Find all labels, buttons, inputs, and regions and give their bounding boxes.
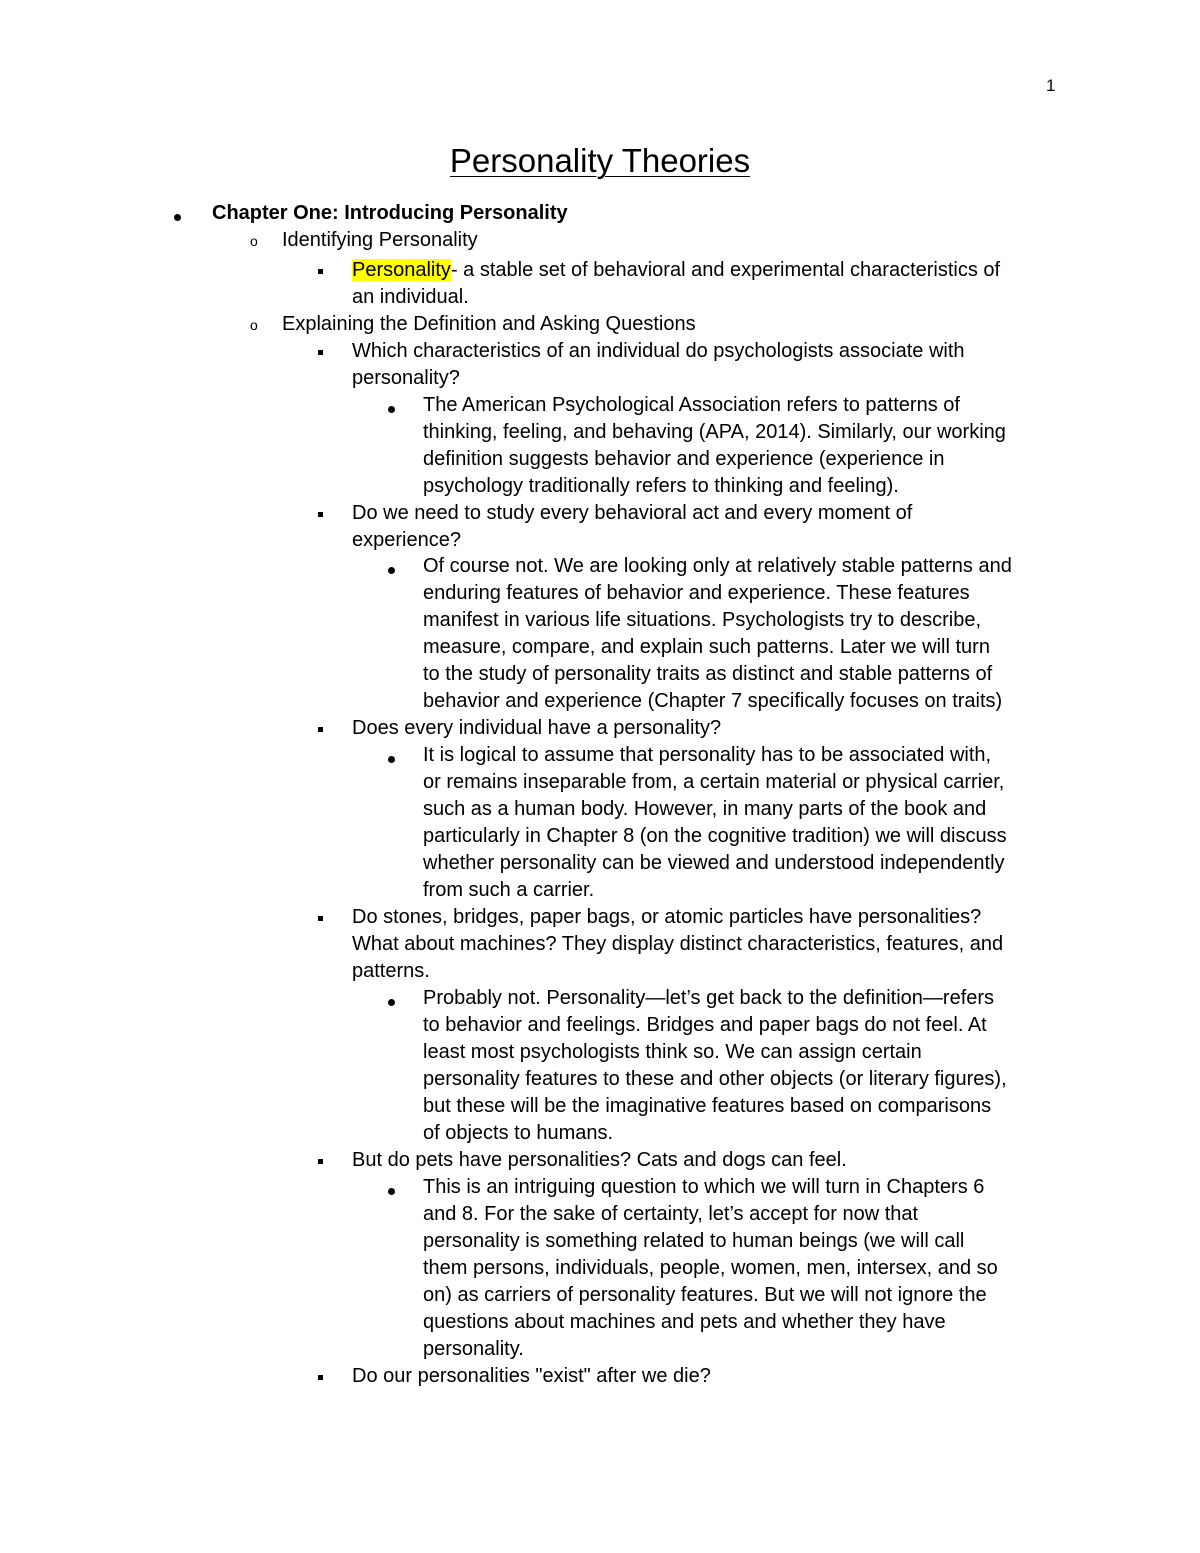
document-title: Personality Theories xyxy=(449,142,751,179)
bullet-disc-icon xyxy=(388,987,395,1014)
question-line: personality? xyxy=(352,367,460,389)
answer-line: such as a human body. However, in many parts of the book and xyxy=(423,798,987,820)
answer-line: thinking, feeling, and behaving (APA, 2014). Similarly, our working xyxy=(423,421,1006,443)
answer-line: or remains inseparable from, a certain material or physical carrier, xyxy=(423,771,1005,793)
answer-line: manifest in various life situations. Psychologists try to describe, xyxy=(423,609,982,631)
definition-line xyxy=(352,257,1000,284)
bullet-disc-icon xyxy=(388,744,395,771)
answer-line: whether personality can be viewed and understood independently xyxy=(423,852,1005,874)
question-line: Do our personalities "exist" after we die? xyxy=(352,1365,711,1387)
section-heading: Identifying Personality xyxy=(282,229,478,251)
answer-line: psychology traditionally refers to thinking and feeling). xyxy=(423,475,899,497)
bullet-square-icon xyxy=(318,902,323,929)
bullet-disc-icon xyxy=(174,202,181,229)
definition-text: - a stable set of behavioral and experimental characteristics of xyxy=(450,259,1001,281)
answer-line: The American Psychological Association refers to patterns of xyxy=(423,394,960,416)
bullet-disc-icon xyxy=(388,394,395,421)
answer-line: Of course not. We are looking only at relatively stable patterns and xyxy=(423,555,1012,577)
answer-line: least most psychologists think so. We can assign certain xyxy=(423,1041,922,1063)
page-number: 1 xyxy=(1046,76,1056,95)
section-heading: Explaining the Definition and Asking Questions xyxy=(282,313,696,335)
question-line: Do stones, bridges, paper bags, or atomic particles have personalities? xyxy=(352,906,982,928)
question-line: Which characteristics of an individual do psychologists associate with xyxy=(352,340,965,362)
question-line: experience? xyxy=(352,529,461,551)
bullet-square-icon xyxy=(318,1145,323,1172)
answer-line: but these will be the imaginative features based on comparisons xyxy=(423,1095,992,1117)
answer-line: and 8. For the sake of certainty, let’s accept for now that xyxy=(423,1203,919,1225)
bullet-square-icon xyxy=(318,713,323,740)
definition-line: an individual. xyxy=(352,286,469,308)
bullet-circle-icon: o xyxy=(250,317,258,333)
answer-line: of objects to humans. xyxy=(423,1122,614,1144)
chapter-heading: Chapter One: Introducing Personality xyxy=(212,202,568,224)
bullet-square-icon xyxy=(318,336,323,363)
bullet-square-icon xyxy=(318,255,323,282)
answer-line: from such a carrier. xyxy=(423,879,595,901)
highlighted-term: Personality xyxy=(352,259,451,281)
answer-line: them persons, individuals, people, women, men, intersex, and so xyxy=(423,1257,998,1279)
answer-line: to behavior and feelings. Bridges and paper bags do not feel. At xyxy=(423,1014,987,1036)
answer-line: measure, compare, and explain such patterns. Later we will turn xyxy=(423,636,990,658)
bullet-square-icon xyxy=(318,1361,323,1388)
answer-line: on) as carriers of personality features. But we will not ignore the xyxy=(423,1284,987,1306)
question-line: Do we need to study every behavioral act and every moment of xyxy=(352,502,913,524)
bullet-square-icon xyxy=(318,498,323,525)
answer-line: enduring features of behavior and experience. These features xyxy=(423,582,970,604)
answer-line: to the study of personality traits as distinct and stable patterns of xyxy=(423,663,993,685)
bullet-disc-icon xyxy=(388,1176,395,1203)
answer-line: particularly in Chapter 8 (on the cognitive tradition) we will discuss xyxy=(423,825,1007,847)
bullet-circle-icon: o xyxy=(250,233,258,249)
answer-line: personality features to these and other objects (or literary figures), xyxy=(423,1068,1007,1090)
question-line: Does every individual have a personality? xyxy=(352,717,722,739)
question-line: But do pets have personalities? Cats and dogs can feel. xyxy=(352,1149,847,1171)
bullet-disc-icon xyxy=(388,555,395,582)
answer-line: It is logical to assume that personality has to be associated with, xyxy=(423,744,992,766)
answer-line: This is an intriguing question to which we will turn in Chapters 6 xyxy=(423,1176,985,1198)
answer-line: personality. xyxy=(423,1338,524,1360)
answer-line: behavior and experience (Chapter 7 specifically focuses on traits) xyxy=(423,690,1003,712)
question-line: What about machines? They display distinct characteristics, features, and xyxy=(352,933,1004,955)
answer-line: Probably not. Personality—let’s get back to the definition—refers xyxy=(423,987,995,1009)
answer-line: questions about machines and pets and whether they have xyxy=(423,1311,946,1333)
answer-line: personality is something related to human beings (we will call xyxy=(423,1230,965,1252)
answer-line: definition suggests behavior and experience (experience in xyxy=(423,448,945,470)
question-line: patterns. xyxy=(352,960,430,982)
